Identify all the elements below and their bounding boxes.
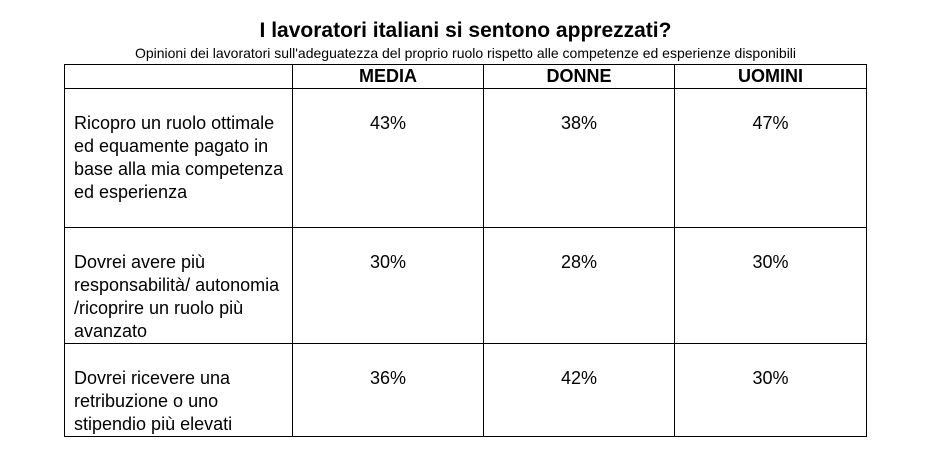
- page-subtitle: Opinioni dei lavoratori sull'adeguatezza del proprio ruolo rispetto alle competenze ed esperienze disponibili: [134, 45, 797, 61]
- page-title: I lavoratori italiani si sentono apprezzati?: [259, 19, 672, 42]
- header-uomini: UOMINI: [675, 65, 867, 89]
- cell-media: 30%: [293, 228, 484, 344]
- header-empty-cell: [65, 65, 293, 89]
- row-label: Ricopro un ruolo ottimale ed equamente pagato in base alla mia competenza ed esperienza: [65, 89, 293, 228]
- table-row: [65, 344, 867, 437]
- header-donne: DONNE: [484, 65, 675, 89]
- table-row: [65, 228, 867, 344]
- header-media: MEDIA: [293, 65, 484, 89]
- row-label: Dovrei ricevere una retribuzione o uno stipendio più elevati: [65, 344, 293, 437]
- cell-uomini: 30%: [675, 344, 867, 437]
- cell-media: 36%: [293, 344, 484, 437]
- cell-uomini: 30%: [675, 228, 867, 344]
- row-label: Dovrei avere più responsabilità/ autonomia /ricoprire un ruolo più avanzato: [65, 228, 293, 344]
- table-header-row: [65, 65, 867, 89]
- cell-donne: 28%: [484, 228, 675, 344]
- survey-table: [64, 64, 867, 437]
- cell-uomini: 47%: [675, 89, 867, 228]
- table-row: [65, 89, 867, 228]
- cell-media: 43%: [293, 89, 484, 228]
- cell-donne: 38%: [484, 89, 675, 228]
- cell-donne: 42%: [484, 344, 675, 437]
